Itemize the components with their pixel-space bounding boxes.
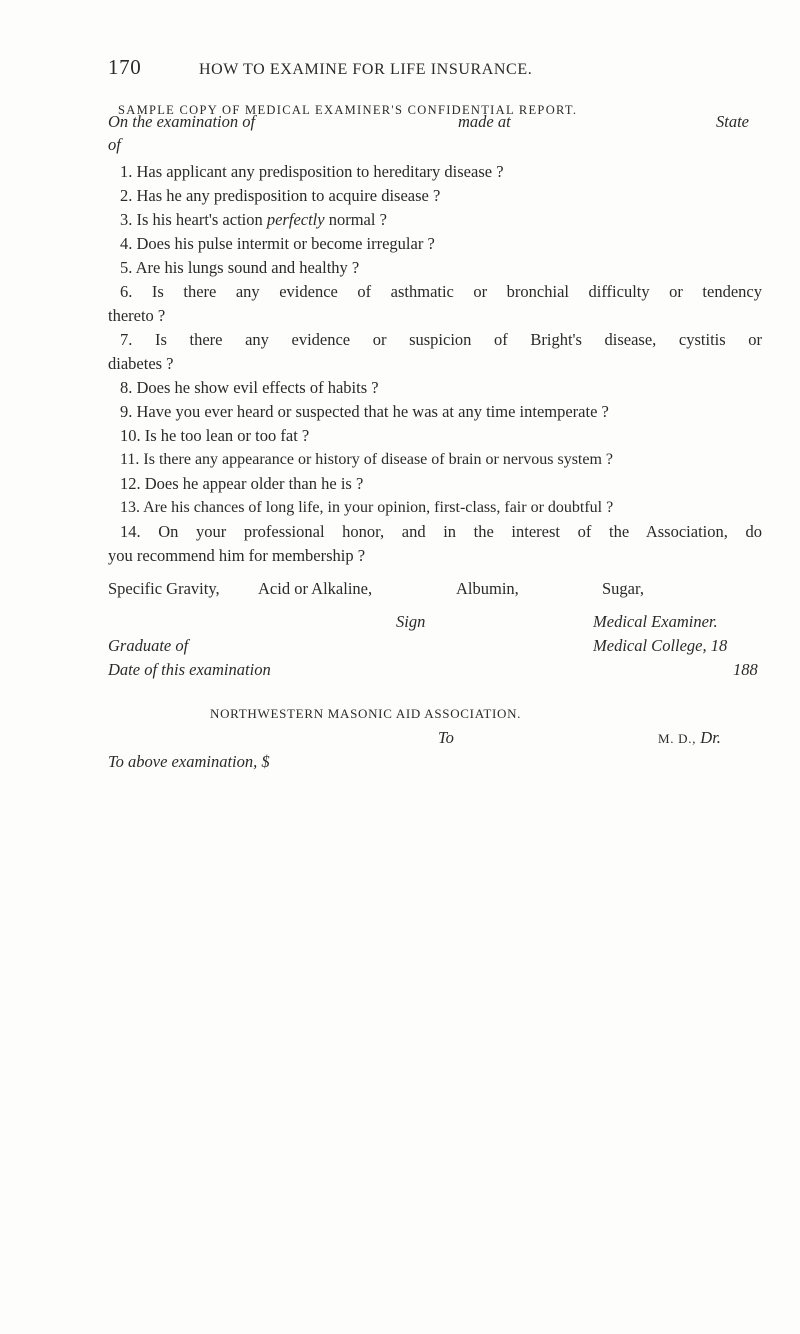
question-text: Does he show evil effects of habits ? — [136, 378, 379, 397]
question-7 — [120, 328, 762, 352]
test-albumin: Albumin, — [456, 579, 519, 598]
question-number: 5. — [120, 258, 133, 277]
question-4 — [120, 232, 762, 256]
question-8 — [120, 376, 762, 400]
question-text: Is there any appearance or history of disease of brain or nervous system ? — [143, 451, 614, 468]
question-6 — [120, 280, 762, 304]
question-number: 7. — [120, 330, 133, 349]
question-text: Is his heart's action — [136, 210, 263, 229]
fee-line: To above examination, $ — [108, 752, 270, 771]
question-text: Does he appear older than he is ? — [144, 474, 364, 493]
question-number: 14. — [120, 522, 141, 541]
question-text: Does his pulse intermit or become irregular ? — [136, 234, 435, 253]
question-number: 12. — [120, 474, 141, 493]
medical-college-label: Medical College, 18 — [593, 636, 728, 655]
exam-line-label-3: State — [716, 112, 749, 131]
question-7-continuation: diabetes ? — [108, 354, 174, 373]
question-text: On your professional honor, and in the interest of the Association, do — [158, 522, 763, 541]
medical-examiner-label: Medical Examiner. — [593, 612, 718, 631]
question-text: Is there any evidence or suspicion of Bright's disease, cystitis or — [154, 330, 763, 349]
exam-line-label-1: On the examination of — [108, 112, 256, 131]
page-number: 170 — [108, 55, 142, 79]
question-text: Are his chances of long life, in your opinion, first-class, fair or doubtful ? — [143, 499, 614, 516]
question-10 — [120, 424, 762, 448]
question-14 — [120, 520, 762, 544]
question-13 — [120, 496, 762, 520]
question-number: 6. — [120, 282, 133, 301]
exam-line-label-2: made at — [458, 112, 511, 131]
question-text: Has he any predisposition to acquire disease ? — [136, 186, 441, 205]
date-year-label: 188 — [733, 660, 758, 679]
question-1 — [120, 160, 762, 184]
md-dr-label — [658, 726, 721, 751]
question-text-after: normal ? — [328, 210, 387, 229]
question-text: Have you ever heard or suspected that he was at any time intemperate ? — [136, 402, 609, 421]
question-number: 13. — [120, 499, 140, 516]
question-12 — [120, 472, 762, 496]
question-number: 11. — [120, 451, 140, 468]
question-text: Is he too lean or too fat ? — [144, 426, 310, 445]
md-label: M. D., — [658, 731, 697, 746]
question-number: 10. — [120, 426, 141, 445]
question-emphasis: perfectly — [266, 210, 325, 229]
running-header — [108, 55, 748, 82]
question-6-continuation: thereto ? — [108, 306, 166, 325]
to-label: To — [438, 728, 454, 747]
question-number: 3. — [120, 210, 133, 229]
question-number: 4. — [120, 234, 133, 253]
question-text: Are his lungs sound and healthy ? — [135, 258, 360, 277]
question-11 — [120, 448, 762, 472]
question-number: 9. — [120, 402, 133, 421]
question-2 — [120, 184, 762, 208]
question-text: Has applicant any predisposition to hereditary disease ? — [136, 162, 504, 181]
sign-label: Sign — [396, 612, 426, 631]
report-title: SAMPLE COPY OF MEDICAL EXAMINER'S CONFIDENTIAL REPORT. — [118, 103, 578, 117]
question-3 — [120, 208, 762, 232]
question-number: 2. — [120, 186, 133, 205]
running-title: HOW TO EXAMINE FOR LIFE INSURANCE. — [199, 61, 533, 78]
question-9 — [120, 400, 762, 424]
question-number: 1. — [120, 162, 133, 181]
graduate-of-label: Graduate of — [108, 636, 189, 655]
question-text: Is there any evidence of asthmatic or bronchial difficulty or tendency — [151, 282, 762, 301]
question-5 — [120, 256, 762, 280]
test-acid-alkaline: Acid or Alkaline, — [258, 579, 373, 598]
test-specific-gravity: Specific Gravity, — [108, 579, 220, 598]
question-14-continuation: you recommend him for membership ? — [108, 546, 366, 565]
exam-line-label-4: of — [108, 135, 121, 154]
test-sugar: Sugar, — [602, 579, 644, 598]
date-of-examination-label: Date of this examination — [108, 660, 271, 679]
dr-label: Dr. — [700, 728, 721, 747]
question-number: 8. — [120, 378, 133, 397]
association-name: NORTHWESTERN MASONIC AID ASSOCIATION. — [210, 706, 522, 721]
